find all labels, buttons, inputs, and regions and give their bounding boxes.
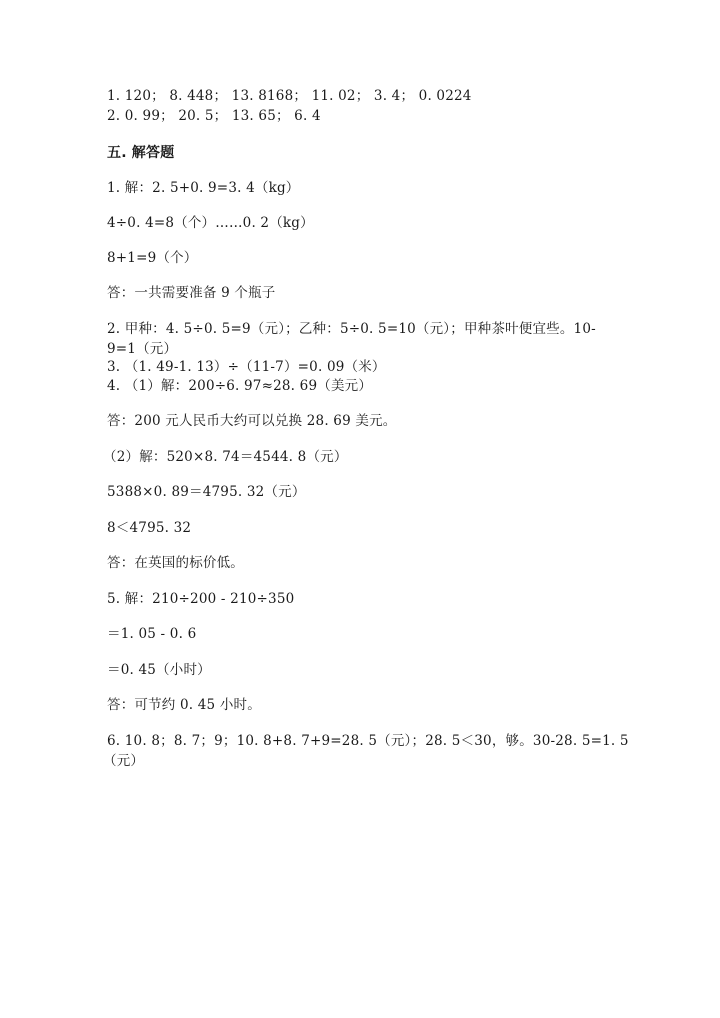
- q2-line-1: 2. 甲种：4. 5÷0. 5=9（元）；乙种：5÷0. 5=10（元）；甲种茶叶便宜些。10-: [107, 321, 596, 337]
- q1-answer: 答：一共需要准备 9 个瓶子: [107, 285, 276, 301]
- q3-line-1: 3. （1. 49-1. 13）÷（11-7）=0. 09（米）: [107, 359, 386, 375]
- section4-item-2: 2. 0. 99； 20. 5； 13. 65； 6. 4: [107, 108, 321, 124]
- q4-answer-2: 答：在英国的标价低。: [107, 555, 244, 571]
- q4-line-3: 5388×0. 89＝4795. 32（元）: [107, 484, 306, 500]
- q1-line-1: 1. 解：2. 5+0. 9=3. 4（kg）: [107, 180, 300, 196]
- q6-line-2: （元）: [103, 753, 145, 769]
- q4-line-4: 8＜4795. 32: [107, 520, 192, 536]
- q1-line-2: 4÷0. 4=8（个）……0. 2（kg）: [107, 215, 314, 231]
- section4-item-1: 1. 120； 8. 448； 13. 8168； 11. 02； 3. 4； 0. 0224: [107, 88, 472, 104]
- q4-answer-1: 答：200 元人民币大约可以兑换 28. 69 美元。: [107, 413, 397, 429]
- q5-line-3: ＝0. 45（小时）: [107, 662, 211, 678]
- q5-line-1: 5. 解：210÷200 - 210÷350: [107, 591, 295, 607]
- section5-heading: 五. 解答题: [107, 145, 175, 161]
- q6-line-1: 6. 10. 8；8. 7；9；10. 8+8. 7+9=28. 5（元）；28. 5＜30，够。30-28. 5=1. 5: [107, 733, 629, 749]
- q5-line-2: ＝1. 05 - 0. 6: [107, 626, 197, 642]
- q4-line-2: （2）解：520×8. 74＝4544. 8（元）: [103, 449, 348, 465]
- q2-line-2: 9=1（元）: [107, 341, 178, 357]
- q4-line-1: 4. （1）解：200÷6. 97≈28. 69（美元）: [107, 378, 373, 394]
- q1-line-3: 8+1=9（个）: [107, 250, 198, 266]
- q5-answer: 答：可节约 0. 45 小时。: [107, 697, 261, 713]
